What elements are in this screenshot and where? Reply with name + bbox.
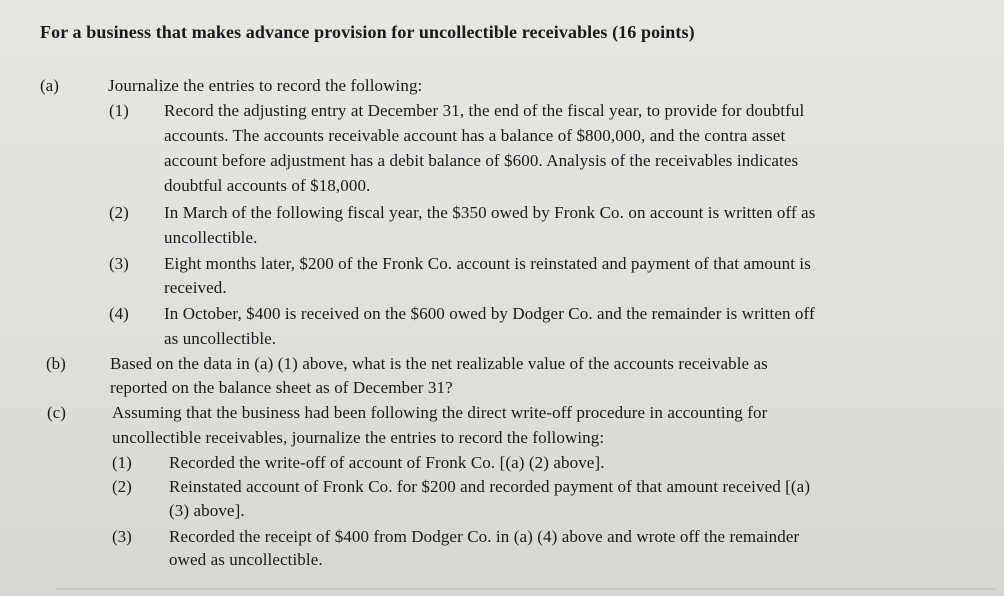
part-c-item-2-line-1: Reinstated account of Fronk Co. for $200 and recorded payment of that amount received [(a) — [169, 477, 811, 496]
part-a-intro: Journalize the entries to record the following: — [108, 76, 423, 95]
part-a-item-4-line-2: as uncollectible. — [164, 329, 277, 348]
part-a-item-2-number: (2) — [109, 203, 129, 222]
part-a-marker: (a) — [40, 76, 59, 95]
part-b-marker: (b) — [46, 354, 66, 373]
page-bottom-edge — [56, 588, 996, 590]
part-c-item-1-number: (1) — [112, 453, 132, 472]
part-c-item-3-line-1: Recorded the receipt of $400 from Dodger Co. in (a) (4) above and wrote off the remainder — [169, 527, 800, 546]
part-a-item-1-number: (1) — [109, 101, 129, 120]
part-c-item-3-line-2: owed as uncollectible. — [169, 550, 323, 569]
question-title: For a business that makes advance provision for uncollectible receivables (16 points) — [40, 22, 695, 42]
part-a-item-1-line-1: Record the adjusting entry at December 31, the end of the fiscal year, to provide for doubtful — [164, 101, 805, 120]
part-c-item-1-line-1: Recorded the write-off of account of Fronk Co. [(a) (2) above]. — [169, 453, 605, 472]
part-c-item-3-number: (3) — [112, 527, 132, 546]
part-a-item-2-line-1: In March of the following fiscal year, the $350 owed by Fronk Co. on account is written off as — [164, 203, 816, 222]
part-a-item-1-line-4: doubtful accounts of $18,000. — [164, 176, 371, 195]
part-c-item-2-line-2: (3) above]. — [169, 501, 245, 520]
part-a-item-1-line-2: accounts. The accounts receivable account has a balance of $800,000, and the contra asset — [164, 126, 786, 145]
part-a-item-2-line-2: uncollectible. — [164, 228, 258, 247]
part-a-item-4-number: (4) — [109, 304, 129, 323]
part-a-item-1-line-3: account before adjustment has a debit balance of $600. Analysis of the receivables indicates — [164, 151, 799, 170]
part-c-item-2-number: (2) — [112, 477, 132, 496]
part-b-line-1: Based on the data in (a) (1) above, what is the net realizable value of the accounts receivable as — [110, 354, 768, 373]
part-b-line-2: reported on the balance sheet as of December 31? — [110, 378, 453, 397]
part-a-item-3-number: (3) — [109, 254, 129, 273]
part-c-line-1: Assuming that the business had been following the direct write-off procedure in accounting for — [112, 403, 768, 422]
part-a-item-3-line-2: received. — [164, 278, 227, 297]
part-a-item-3-line-1: Eight months later, $200 of the Fronk Co. account is reinstated and payment of that amount is — [164, 254, 811, 273]
part-c-marker: (c) — [47, 403, 66, 422]
part-c-line-2: uncollectible receivables, journalize the entries to record the following: — [112, 428, 605, 447]
part-a-item-4-line-1: In October, $400 is received on the $600 owed by Dodger Co. and the remainder is written off — [164, 304, 815, 323]
